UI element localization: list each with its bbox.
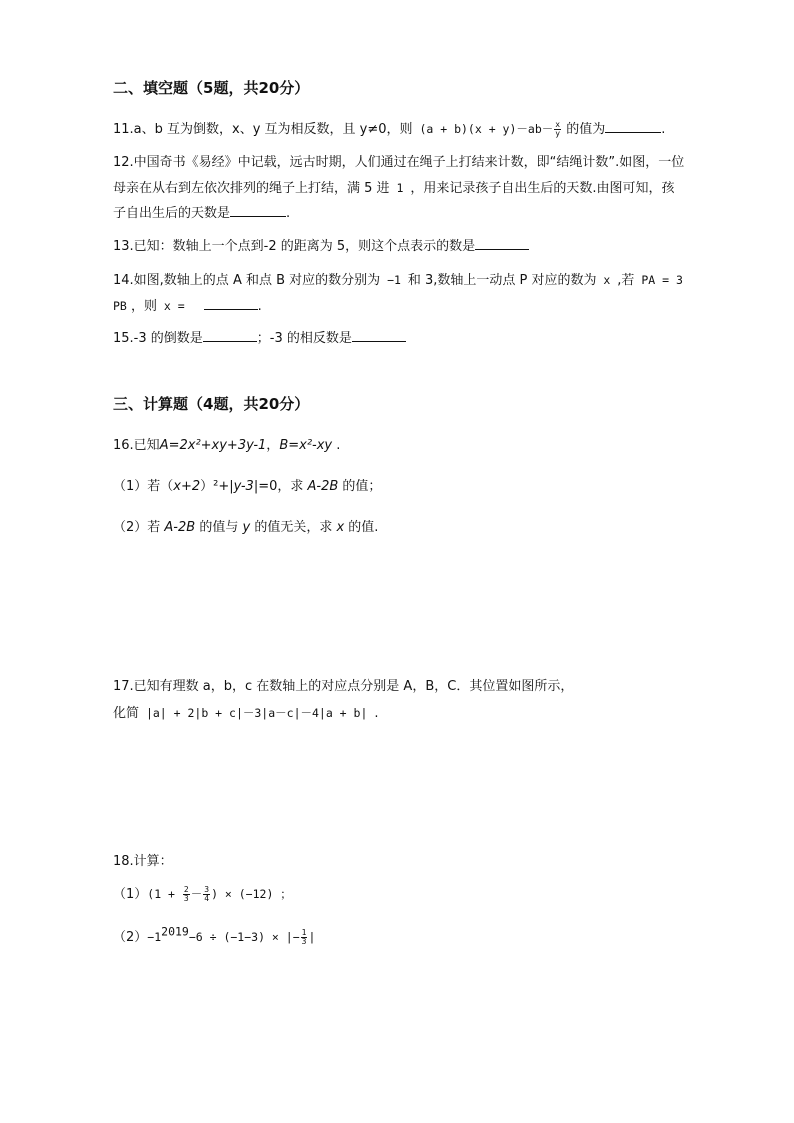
q14-line-1: [113, 270, 683, 291]
q14-pb: PB: [113, 299, 127, 313]
q16-line-1: [113, 436, 340, 456]
q12-line3-a: 子自出生后的天数是: [113, 206, 231, 221]
question-13: [113, 236, 529, 257]
q12-line-1: 12.中国奇书《易经》中记载，远古时期，人们通过在绳子上打结来计数，即“结绳计数”.如图，一位: [113, 155, 685, 170]
q12-line-2: [113, 178, 674, 199]
q14-then: ，则: [126, 299, 157, 314]
q17-end: .: [374, 706, 379, 721]
q16-p2-g: 的值.: [348, 520, 379, 535]
q11-expression: (a + b)(x + y)－ab－: [412, 122, 554, 136]
question-15: [113, 328, 406, 349]
q16-p1-d: y-3: [233, 479, 254, 494]
section-title-fill-in: 二、填空题（5题，共20分）: [113, 79, 310, 97]
q16-p1-f: A-2B: [303, 479, 343, 494]
q16-p1-a: （1）若（: [113, 479, 174, 494]
q16-p1-e: |=0，求: [253, 479, 304, 494]
q18-p2-exponent: 2019: [161, 924, 189, 939]
q18-p2-f-den: 3: [301, 937, 307, 946]
q18-p2-label: （2）: [113, 930, 148, 945]
q11-fraction: [554, 121, 561, 138]
q18-p2-base: −1: [147, 930, 162, 944]
q16-p2-c: 的值与: [199, 520, 239, 535]
q14-line1-a: 14.如图,数轴上的点 A 和点 B 对应的数分别为: [113, 273, 381, 288]
q16-p1-c: ）²+|: [200, 479, 234, 494]
q16-a-definition: A=2x²+xy+3y-1: [159, 438, 267, 453]
q18-lead: 18.计算：: [113, 854, 173, 869]
q12-end: .: [286, 206, 291, 221]
question-11: [113, 119, 665, 140]
q11-end: .: [661, 122, 666, 137]
q18-part-1: [113, 884, 292, 905]
q15-answer-blank-2[interactable]: [352, 328, 406, 342]
q15-answer-blank-1[interactable]: [203, 328, 257, 342]
q16-b-definition: B=x²-xy: [279, 438, 333, 453]
q18-p1-f1-num: 2: [183, 885, 189, 894]
q18-p2-close: |: [308, 930, 316, 944]
q16-p2-b: A-2B: [160, 520, 200, 535]
q18-p2-f-num: 1: [301, 928, 307, 937]
q16-p2-e: 的值无关，求: [254, 520, 333, 535]
q18-part-2: [113, 924, 316, 948]
q14-line-2: [113, 296, 262, 317]
q11-frac-num: x: [555, 120, 561, 129]
q18-p2-fraction: [301, 929, 308, 946]
q16-p2-a: （2）若: [113, 520, 161, 535]
q16-p1-g: 的值；: [342, 479, 382, 494]
q15-part2: ；-3 的相反数是: [256, 331, 352, 346]
q13-answer-blank[interactable]: [475, 236, 529, 250]
q11-tail: 的值为: [562, 122, 606, 137]
q12-line2-a: 母亲在从右到左依次排列的绳子上打结，满 5 进: [113, 181, 390, 196]
q14-minus-one: −1: [380, 273, 408, 287]
section-title-calculation: 三、计算题（4题，共20分）: [113, 395, 310, 413]
q11-frac-den: y: [555, 129, 561, 138]
q18-p1-f2-num: 3: [204, 885, 210, 894]
q14-end: .: [257, 299, 262, 314]
q18-p1-fraction-1: [183, 886, 190, 903]
q12-line-3: [113, 203, 290, 224]
q16-p2-d: y: [238, 520, 255, 535]
q18-p1-minus: －: [190, 887, 203, 901]
q18-p1-close: ) × (−12) ；: [211, 887, 292, 901]
q14-line1-c: 和 3,数轴上一动点 P 对应的数为: [407, 273, 597, 288]
q18-p1-f2-den: 4: [204, 894, 210, 903]
q16-part-2: [113, 518, 378, 538]
q14-pa-eq: PA = 3: [634, 273, 683, 287]
q12-line2-c: ，用来记录孩子自出生后的天数.由图可知，孩: [410, 181, 675, 196]
q14-var-x: x: [596, 273, 618, 287]
q14-x-eq: x =: [157, 299, 192, 313]
q14-line1-e: ,若: [617, 273, 635, 288]
q17-simplify: 化简: [113, 706, 140, 721]
q18-p1-fraction-2: [203, 886, 210, 903]
q17-line-1: 17.已知有理数 a，b，c 在数轴上的对应点分别是 A，B，C．其位置如图所示，: [113, 679, 574, 694]
q18-p1-f1-den: 3: [183, 894, 189, 903]
q11-lead: 11.a、b 互为倒数，x、y 互为相反数，且 y≠0，则: [113, 122, 413, 137]
q17-expression: |a| + 2|b + c|－3|a－c|－4|a + b|: [139, 706, 375, 720]
q18-p1-label: （1）: [113, 887, 148, 902]
q16-lead: 16.已知: [113, 438, 160, 453]
q12-answer-blank[interactable]: [230, 203, 286, 217]
q16-p2-f: x: [332, 520, 349, 535]
q17-line-2: [113, 703, 378, 724]
q13-text: 13.已知：数轴上一个点到-2 的距离为 5，则这个点表示的数是: [113, 239, 476, 254]
q16-part-1: [113, 477, 381, 497]
q15-part1: 15.-3 的倒数是: [113, 331, 203, 346]
q16-end: .: [332, 438, 341, 453]
q14-answer-blank[interactable]: [204, 296, 258, 310]
q18-p2-expr: −6 ÷ (−1−3) × |−: [188, 930, 300, 944]
q11-answer-blank[interactable]: [605, 119, 661, 133]
q16-sep: ，: [266, 438, 280, 453]
q12-line2-num: 1: [389, 181, 411, 195]
q16-p1-b: x+2: [173, 479, 201, 494]
q18-p1-open: (1 +: [147, 887, 182, 901]
